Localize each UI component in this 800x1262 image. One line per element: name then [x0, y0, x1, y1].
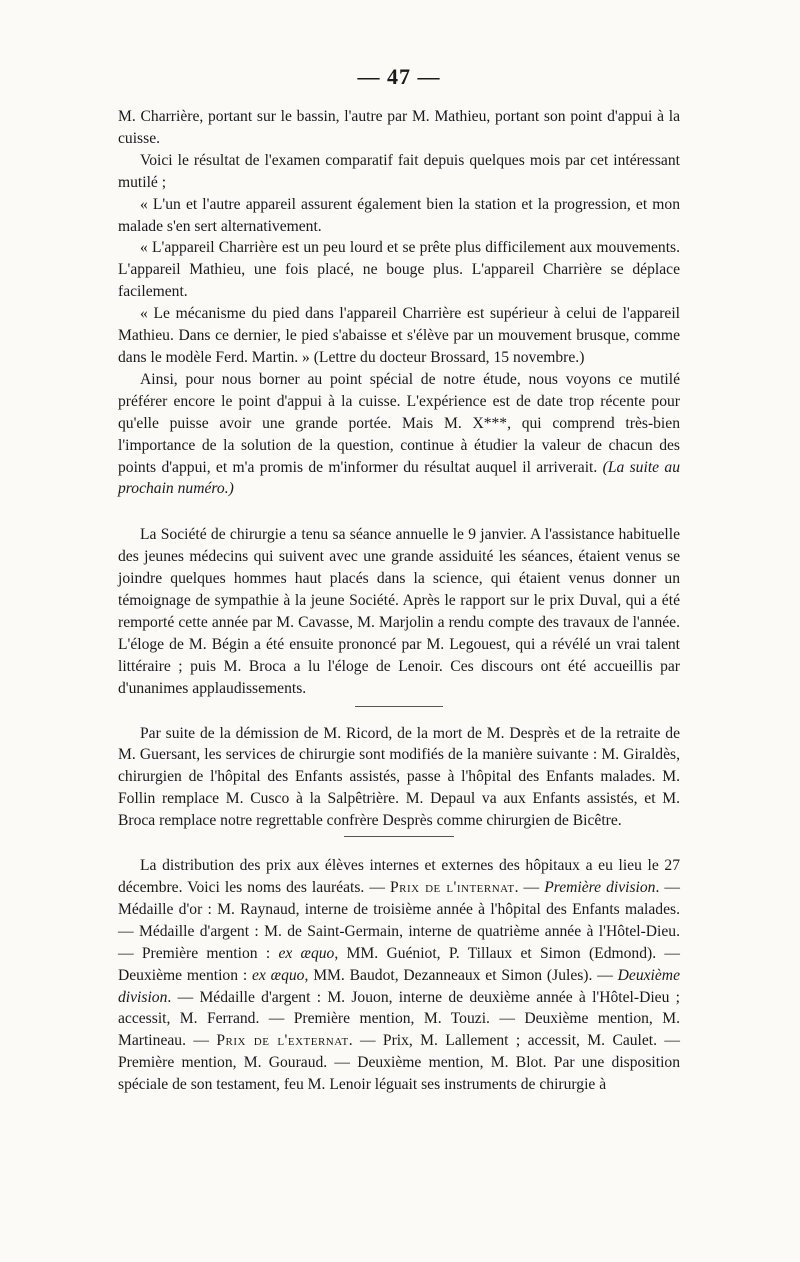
text-run: . — Médaille d'argent : M. Jouon, interne de deuxième année à l'Hôtel-Dieu ; accessit, M. Ferrand. — Première mention, M. Touzi. — Deuxième mention, M. Martineau. —: [118, 988, 680, 1050]
prize-heading: Prix de l'internat: [389, 879, 515, 896]
paragraph: « L'un et l'autre appareil assurent également bien la station et la progression, et mon malade s'en sert alternativement.: [118, 195, 680, 235]
paragraph: Par suite de la démission de M. Ricord, de la mort de M. Desprès et de la retraite de M. Guersant, les services de chirurgie sont modifiés de la manière suivante : M. Giraldès, chirurgien de l'hôpital des Enfants assistés, passe à l'hôpital des Enfants malades. M. Follin remplace M. Cusco à la Salpêtrière. M. Depaul va aux Enfants assistés, et M. Broca remplace notre regrettable confrère Desprès comme chirurgien de Bicêtre.: [118, 724, 680, 830]
page-number: — 47 —: [357, 64, 441, 89]
division-heading: Deuxième division: [118, 966, 680, 1006]
paragraph: Voici le résultat de l'examen comparatif fait depuis quelques mois par cet intéressant mutilé ;: [118, 151, 680, 191]
text-run: . — Médaille d'or : M. Raynaud, interne de troisième année à l'hôpital des Enfants malades. — Médaille d'argent : M. de Saint-Germain, interne de quatrième année à l'Hôtel-Dieu. — Première mention :: [118, 879, 680, 962]
latin-phrase: ex æquo: [252, 966, 305, 984]
article-prosthesis: [118, 106, 680, 500]
paragraph: [118, 855, 680, 1096]
text-run: , MM. Guéniot, P. Tillaux et Simon (Edmond). — Deuxième mention :: [118, 944, 680, 984]
paragraph: M. Charrière, portant sur le bassin, l'autre par M. Mathieu, portant son point d'appui à la cuisse.: [118, 108, 680, 147]
division-heading: Première division: [544, 879, 656, 896]
section-divider: [344, 836, 454, 837]
section-divider: [355, 706, 443, 707]
text-run: La distribution des prix aux élèves internes et externes des hôpitaux a eu lieu le 27 décembre. Voici les noms des lauréats. —: [118, 857, 680, 896]
paragraph-text: Ainsi, pour nous borner au point spécial de notre étude, nous voyons ce mutilé préférer encore le point d'appui à la cuisse. L'expérience est de date trop récente pour qu'elle puisse avoir une grande portée. Mais M. X***, qui comprend très-bien l'importance de la solution de la question, continue à étudier la valeur de chacun des points d'appui, et m'a promis de m'informer du résultat auquel il arriverait.: [118, 370, 680, 476]
prize-heading: Prix de l'externat: [216, 1032, 349, 1050]
latin-phrase: ex æquo: [278, 944, 335, 962]
text-run: . —: [514, 879, 545, 896]
paragraph: [118, 369, 680, 500]
paragraph: La Société de chirurgie a tenu sa séance annuelle le 9 janvier. A l'assistance habituelle des jeunes médecins qui suivent avec une grande assiduité les séances, étaient venus se joindre quelques hommes haut placés dans la science, qui étaient venus donner un témoignage de sympathie à la jeune Société. Après le rapport sur le prix Duval, qui a été remporté cette année par M. Cavasse, M. Marjolin a rendu compte des travaux de l'année. L'éloge de M. Bégin a été ensuite prononcé par M. Legouest, qui a révélé un vrai talent littéraire ; puis M. Broca a lu l'éloge de Lenoir. Ces discours ont été accueillis par d'unanimes applaudissements.: [118, 526, 680, 697]
paragraph: « Le mécanisme du pied dans l'appareil Charrière est supérieur à celui de l'appareil Mathieu. Dans ce dernier, le pied s'abaisse et s'élève par un mouvement brusque, comme dans le modèle Ferd. Martin. » (Lettre du docteur Brossard, 15 novembre.): [118, 305, 680, 366]
text-run: , MM. Baudot, Dezanneaux et Simon (Jules). —: [304, 966, 618, 984]
article-prix-internes: [118, 855, 680, 1096]
article-services-chirurgie: [118, 723, 680, 833]
section-gap: [118, 500, 680, 524]
paragraph: « L'appareil Charrière est un peu lourd et se prête plus difficilement aux mouvements. L'appareil Mathieu, une fois placé, ne bouge plus. L'appareil Charrière se déplace facilement.: [118, 239, 680, 301]
text-run: . — Prix, M. Lallement ; accessit, M. Caulet. — Première mention, M. Gouraud. — Deuxième mention, M. Blot. Par une disposition spéciale de son testament, feu M. Lenoir léguait ses instruments de chirurgie à: [118, 1032, 681, 1094]
continuation-note: (La suite au prochain numéro.): [118, 458, 680, 498]
article-societe-chirurgie: [118, 524, 680, 699]
